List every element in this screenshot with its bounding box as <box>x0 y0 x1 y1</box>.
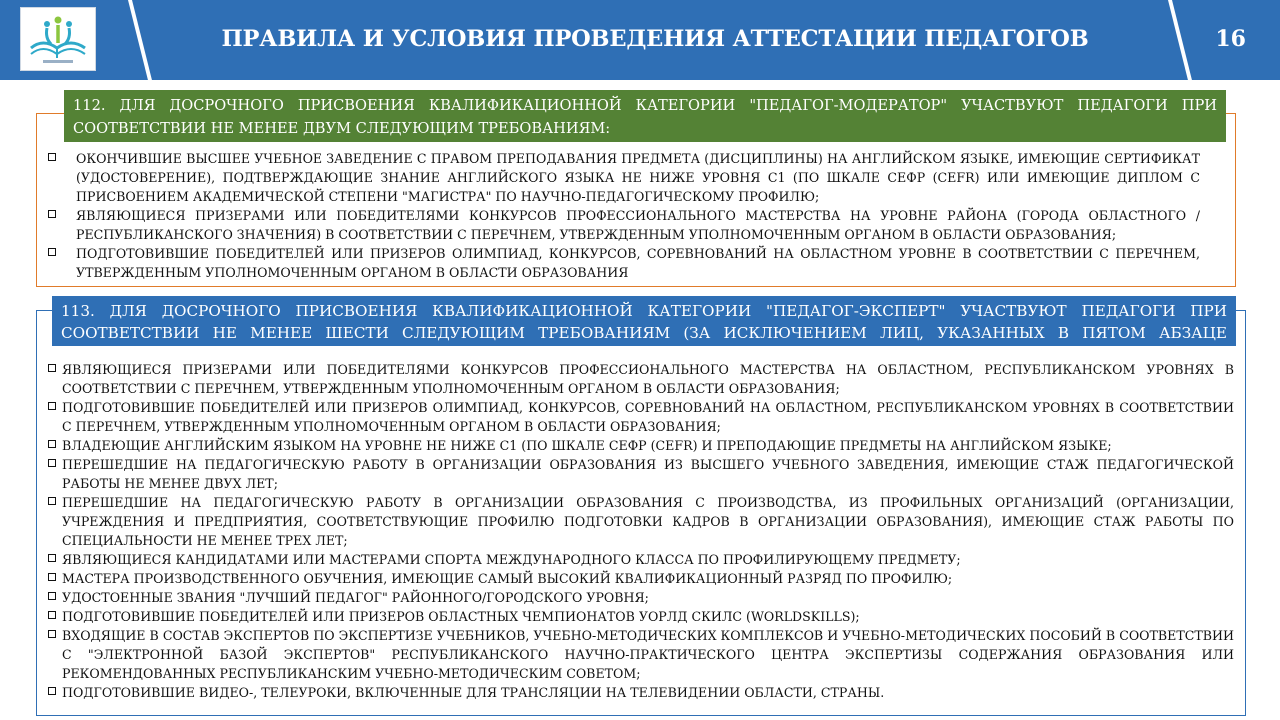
checkbox-bullet-icon <box>48 554 56 562</box>
list-item-text: ПЕРЕШЕДШИЕ НА ПЕДАГОГИЧЕСКУЮ РАБОТУ В ОРГАНИЗАЦИИ ОБРАЗОВАНИЯ ИЗ ВЫСШЕГО УЧЕБНОГО ЗАВЕДЕНИЯ, ИМЕЮЩИЕ СТАЖ ПЕДАГОГИЧЕСКОЙ РАБОТЫ НЕ МЕНЕЕ ДВУХ ЛЕТ; <box>62 457 1234 491</box>
list-item-text: ЯВЛЯЮЩИЕСЯ КАНДИДАТАМИ ИЛИ МАСТЕРАМИ СПОРТА МЕЖДУНАРОДНОГО КЛАССА ПО ПРОФИЛИРУЮЩЕМУ ПРЕДМЕТУ; <box>62 552 961 567</box>
header-bar <box>0 0 1280 80</box>
list-item <box>48 398 1234 436</box>
checkbox-bullet-icon <box>48 402 56 410</box>
list-item-text: ЯВЛЯЮЩИЕСЯ ПРИЗЕРАМИ ИЛИ ПОБЕДИТЕЛЯМИ КОНКУРСОВ ПРОФЕССИОНАЛЬНОГО МАСТЕРСТВА НА ОБЛАСТНОМ, РЕСПУБЛИКАНСКОМ УРОВНЯХ В СООТВЕТСТВИИ С ПЕРЕЧНЕМ, УТВЕРЖДЕННЫМ УПОЛНОМОЧЕННЫМ ОРГАНОМ В ОБЛАСТИ ОБРАЗОВАНИЯ; <box>62 362 1234 396</box>
list-item-text: МАСТЕРА ПРОИЗВОДСТВЕННОГО ОБУЧЕНИЯ, ИМЕЮЩИЕ САМЫЙ ВЫСОКИЙ КВАЛИФИКАЦИОННЫЙ РАЗРЯД ПО ПРОФИЛЮ; <box>62 571 953 586</box>
section-112-heading: 112. ДЛЯ ДОСРОЧНОГО ПРИСВОЕНИЯ КВАЛИФИКАЦИОННОЙ КАТЕГОРИИ "ПЕДАГОГ-МОДЕРАТОР" УЧАСТВУЮТ ПЕДАГОГИ ПРИ СООТВЕТСТВИИ НЕ МЕНЕЕ ДВУМ СЛЕДУЮЩИМ ТРЕБОВАНИЯМ: <box>64 90 1226 142</box>
list-item <box>48 569 1234 588</box>
checkbox-bullet-icon <box>48 440 56 448</box>
list-item-text: ПОДГОТОВИВШИЕ ПОБЕДИТЕЛЕЙ ИЛИ ПРИЗЕРОВ ОЛИМПИАД, КОНКУРСОВ, СОРЕВНОВАНИЙ НА ОБЛАСТНОМ, РЕСПУБЛИКАНСКОМ УРОВНЯХ В СООТВЕТСТВИИ С ПЕРЕЧНЕМ, УТВЕРЖДЕННЫМ УПОЛНОМОЧЕННЫМ ОРГАНОМ В ОБЛАСТИ ОБРАЗОВАНИЯ; <box>62 400 1234 434</box>
list-item <box>48 607 1234 626</box>
page-title: ПРАВИЛА И УСЛОВИЯ ПРОВЕДЕНИЯ АТТЕСТАЦИИ ПЕДАГОГОВ <box>221 26 1089 52</box>
checkbox-bullet-icon <box>48 630 56 638</box>
list-item <box>48 455 1234 493</box>
list-item <box>48 360 1234 398</box>
list-item <box>48 683 1234 702</box>
list-item-text: ПЕРЕШЕДШИЕ НА ПЕДАГОГИЧЕСКУЮ РАБОТУ В ОРГАНИЗАЦИИ ОБРАЗОВАНИЯ С ПРОИЗВОДСТВА, ИЗ ПРОФИЛЬНЫХ ОРГАНИЗАЦИЙ (ОРГАНИЗАЦИИ, УЧРЕЖДЕНИЯ И ПРЕДПРИЯТИЯ, СООТВЕТСТВУЮЩИЕ ПРОФИЛЮ ПОДГОТОВКИ КАДРОВ В ОРГАНИЗАЦИИ ОБРАЗОВАНИЯ), ИМЕЮЩИЕ СТАЖ РАБОТЫ ПО СПЕЦИАЛЬНОСТИ НЕ МЕНЕЕ ТРЕХ ЛЕТ; <box>62 495 1234 548</box>
section-112-list <box>48 149 1200 282</box>
checkbox-bullet-icon <box>48 573 56 581</box>
list-item-text: ОКОНЧИВШИЕ ВЫСШЕЕ УЧЕБНОЕ ЗАВЕДЕНИЕ С ПРАВОМ ПРЕПОДАВАНИЯ ПРЕДМЕТА (ДИСЦИПЛИНЫ) НА АНГЛИЙСКОМ ЯЗЫКЕ, ИМЕЮЩИЕ СЕРТИФИКАТ (УДОСТОВЕРЕНИЕ), ПОДТВЕРЖДАЮЩИЕ ЗНАНИЕ АНГЛИЙСКОГО ЯЗЫКА НЕ НИЖЕ УРОВНЯ С1 (ПО ШКАЛЕ СЕФР (CEFR) ИЛИ ИМЕЮЩИЕ ДИПЛОМ С ПРИСВОЕНИЕМ АКАДЕМИЧЕСКОЙ СТЕПЕНИ "МАГИСТРА" ПО НАУЧНО-ПЕДАГОГИЧЕСКОМУ ПРОФИЛЮ; <box>76 151 1200 204</box>
list-item <box>48 436 1234 455</box>
checkbox-bullet-icon <box>48 248 56 256</box>
list-item <box>48 588 1234 607</box>
list-item <box>48 493 1234 550</box>
checkbox-bullet-icon <box>48 592 56 600</box>
checkbox-bullet-icon <box>48 611 56 619</box>
checkbox-bullet-icon <box>48 497 56 505</box>
checkbox-bullet-icon <box>48 459 56 467</box>
section-113-heading: 113. ДЛЯ ДОСРОЧНОГО ПРИСВОЕНИЯ КВАЛИФИКАЦИОННОЙ КАТЕГОРИИ "ПЕДАГОГ-ЭКСПЕРТ" УЧАСТВУЮТ ПЕДАГОГИ ПРИ СООТВЕТСТВИИ НЕ МЕНЕЕ ШЕСТИ СЛЕДУЮЩИМ ТРЕБОВАНИЯМ (ЗА ИСКЛЮЧЕНИЕМ ЛИЦ, УКАЗАННЫХ В ПЯТОМ АБЗАЦЕ НАСТОЯЩЕГО ПУНКТА): <box>52 296 1236 346</box>
checkbox-bullet-icon <box>48 210 56 218</box>
checkbox-bullet-icon <box>48 364 56 372</box>
list-item <box>48 550 1234 569</box>
header-divider-left <box>128 0 152 80</box>
list-item-text: ПОДГОТОВИВШИЕ ВИДЕО-, ТЕЛЕУРОКИ, ВКЛЮЧЕННЫЕ ДЛЯ ТРАНСЛЯЦИИ НА ТЕЛЕВИДЕНИИ ОБЛАСТИ, СТРАНЫ. <box>62 685 885 700</box>
list-item <box>48 244 1200 282</box>
header-divider-right <box>1168 0 1192 80</box>
list-item-text: УДОСТОЕННЫЕ ЗВАНИЯ "ЛУЧШИЙ ПЕДАГОГ" РАЙОННОГО/ГОРОДСКОГО УРОВНЯ; <box>62 590 649 605</box>
page-number: 16 <box>1215 26 1246 52</box>
list-item-text: ВХОДЯЩИЕ В СОСТАВ ЭКСПЕРТОВ ПО ЭКСПЕРТИЗЕ УЧЕБНИКОВ, УЧЕБНО-МЕТОДИЧЕСКИХ КОМПЛЕКСОВ И УЧЕБНО-МЕТОДИЧЕСКИХ ПОСОБИЙ В СООТВЕТСТВИИ С "ЭЛЕКТРОННОЙ БАЗОЙ ЭКСПЕРТОВ" РЕСПУБЛИКАНСКОГО НАУЧНО-ПРАКТИЧЕСКОГО ЦЕНТРА ЭКСПЕРТИЗЫ СОДЕРЖАНИЯ ОБРАЗОВАНИЯ ИЛИ РЕКОМЕНДОВАННЫХ РЕСПУБЛИКАНСКИМ УЧЕБНО-МЕТОДИЧЕСКИМ СОВЕТОМ; <box>62 628 1234 681</box>
list-item <box>48 206 1200 244</box>
list-item-text: ЯВЛЯЮЩИЕСЯ ПРИЗЕРАМИ ИЛИ ПОБЕДИТЕЛЯМИ КОНКУРСОВ ПРОФЕССИОНАЛЬНОГО МАСТЕРСТВА НА УРОВНЕ РАЙОНА (ГОРОДА ОБЛАСТНОГО /РЕСПУБЛИКАНСКОГО ЗНАЧЕНИЯ) В СООТВЕТСТВИИ С ПЕРЕЧНЕМ, УТВЕРЖДЕННЫМ УПОЛНОМОЧЕННЫМ ОРГАНОМ В ОБЛАСТИ ОБРАЗОВАНИЯ; <box>76 208 1200 242</box>
list-item <box>48 149 1200 206</box>
checkbox-bullet-icon <box>48 687 56 695</box>
list-item-text: ПОДГОТОВИВШИЕ ПОБЕДИТЕЛЕЙ ИЛИ ПРИЗЕРОВ ОЛИМПИАД, КОНКУРСОВ, СОРЕВНОВАНИЙ НА ОБЛАСТНОМ УРОВНЕ В СООТВЕТСТВИИ С ПЕРЕЧНЕМ, УТВЕРЖДЕННЫМ УПОЛНОМОЧЕННЫМ ОРГАНОМ В ОБЛАСТИ ОБРАЗОВАНИЯ <box>76 246 1200 280</box>
checkbox-bullet-icon <box>48 153 56 161</box>
list-item-text: ПОДГОТОВИВШИЕ ПОБЕДИТЕЛЕЙ ИЛИ ПРИЗЕРОВ ОБЛАСТНЫХ ЧЕМПИОНАТОВ УОРЛД СКИЛС (WORLDSKILLS); <box>62 609 860 624</box>
logo <box>20 7 96 71</box>
list-item-text: ВЛАДЕЮЩИЕ АНГЛИЙСКИМ ЯЗЫКОМ НА УРОВНЕ НЕ НИЖЕ С1 (ПО ШКАЛЕ СЕФР (CEFR) И ПРЕПОДАЮЩИЕ ПРЕДМЕТЫ НА АНГЛИЙСКОМ ЯЗЫКЕ; <box>62 438 1112 453</box>
list-item <box>48 626 1234 683</box>
book-people-logo-icon <box>21 8 95 70</box>
section-113-list <box>48 360 1234 702</box>
